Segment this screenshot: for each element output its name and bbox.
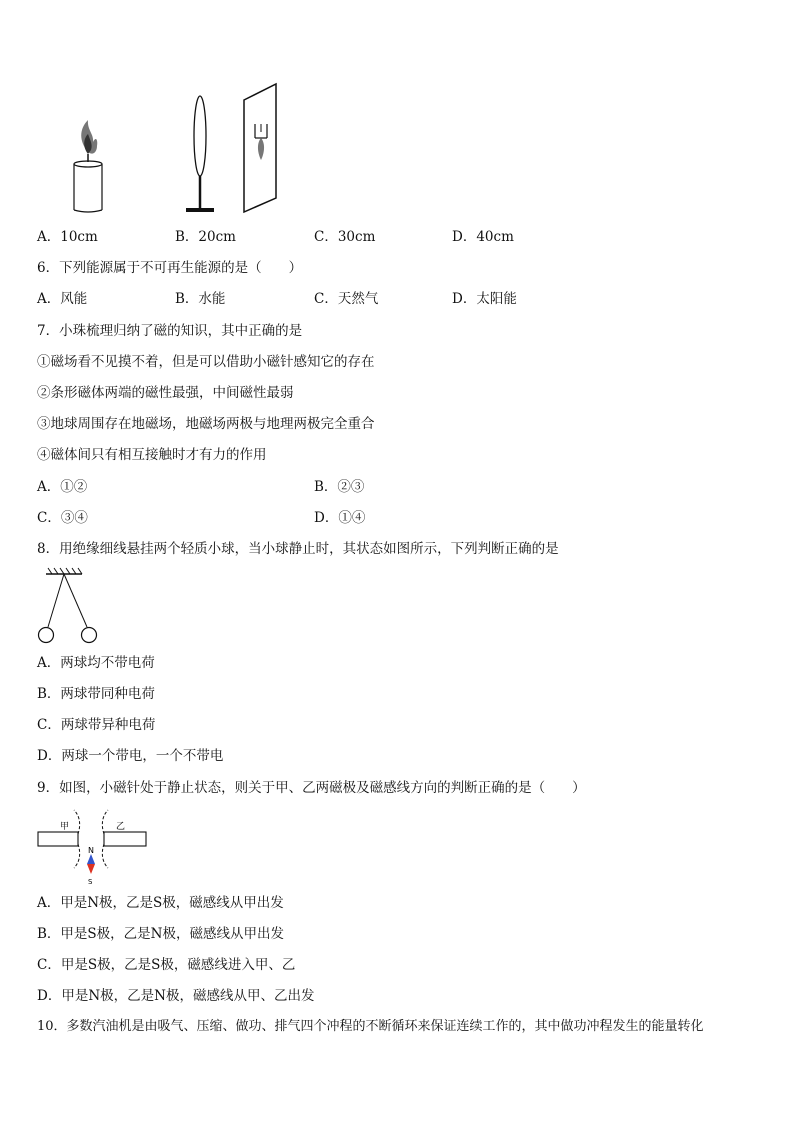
right-ball-icon [82,628,97,643]
ceiling-support-icon [46,568,82,574]
convex-lens-icon [186,96,214,212]
q8-option-a: A．两球均不带电荷 [37,655,155,671]
q6-option-c: C．天然气 [314,291,379,307]
magnet-jia-icon [38,821,78,846]
q6-option-a: A．风能 [37,291,88,307]
q7-statement-3: ③地球周围存在地磁场，地磁场两极与地理两极完全重合 [37,416,375,432]
q9-option-b: B．甲是S极，乙是N极，磁感线从甲出发 [37,926,284,942]
q8-option-b: B．两球带同种电荷 [37,686,155,702]
q9-option-a: A．甲是N极，乙是S极，磁感线从甲出发 [37,895,284,911]
q6-option-b: B．水能 [175,291,226,307]
magnet-jia-label: 甲 [60,822,70,832]
left-ball-icon [39,628,54,643]
q5-option-b: B．20cm [175,229,236,245]
optics-bench-figure [60,80,300,220]
q9-stem: 9．如图，小磁针处于静止状态，则关于甲、乙两磁极及磁感线方向的判断正确的是（ ） [37,780,586,796]
q7-option-a: A．①② [37,479,88,495]
candle-flame-icon [81,120,97,162]
q6-stem: 6．下列能源属于不可再生能源的是（ ） [37,260,303,276]
q8-option-c: C．两球带异种电荷 [37,717,156,733]
q8-option-d: D．两球一个带电，一个不带电 [37,748,224,764]
q7-statement-1: ①磁场看不见摸不着，但是可以借助小磁针感知它的存在 [37,354,375,370]
q8-stem: 8．用绝缘细线悬挂两个轻质小球，当小球静止时，其状态如图所示，下列判断正确的是 [37,541,559,557]
compass-north-label: N [88,846,94,855]
q7-option-d: D．①④ [314,510,366,526]
q5-option-c: C．30cm [314,229,376,245]
q7-option-b: B．②③ [314,479,365,495]
q7-statement-4: ④磁体间只有相互接触时才有力的作用 [37,447,267,463]
magnet-yi-icon [104,821,146,846]
q9-option-d: D．甲是N极，乙是N极，磁感线从甲、乙出发 [37,988,315,1004]
compass-needle-icon [87,846,95,886]
q9-option-c: C．甲是S极，乙是S极，磁感线进入甲、乙 [37,957,296,973]
compass-south-label: S [88,878,93,886]
q7-option-c: C．③④ [37,510,88,526]
q6-option-d: D．太阳能 [452,291,517,307]
magnet-yi-label: 乙 [116,822,126,832]
q7-statement-2: ②条形磁体两端的磁性最强，中间磁性最弱 [37,385,294,401]
q10-stem: 10．多数汽油机是由吸气、压缩、做功、排气四个冲程的不断循环来保证连续工作的，其中做功冲程发生的能量转化 [37,1019,704,1034]
q7-stem: 7．小珠梳理归纳了磁的知识，其中正确的是 [37,323,303,339]
screen-icon [244,84,276,212]
magnet-compass-figure [36,808,148,888]
hanging-balls-figure [36,566,106,646]
q5-option-a: A．10cm [37,229,98,245]
candle-icon [74,161,102,212]
q5-option-d: D．40cm [452,229,514,245]
